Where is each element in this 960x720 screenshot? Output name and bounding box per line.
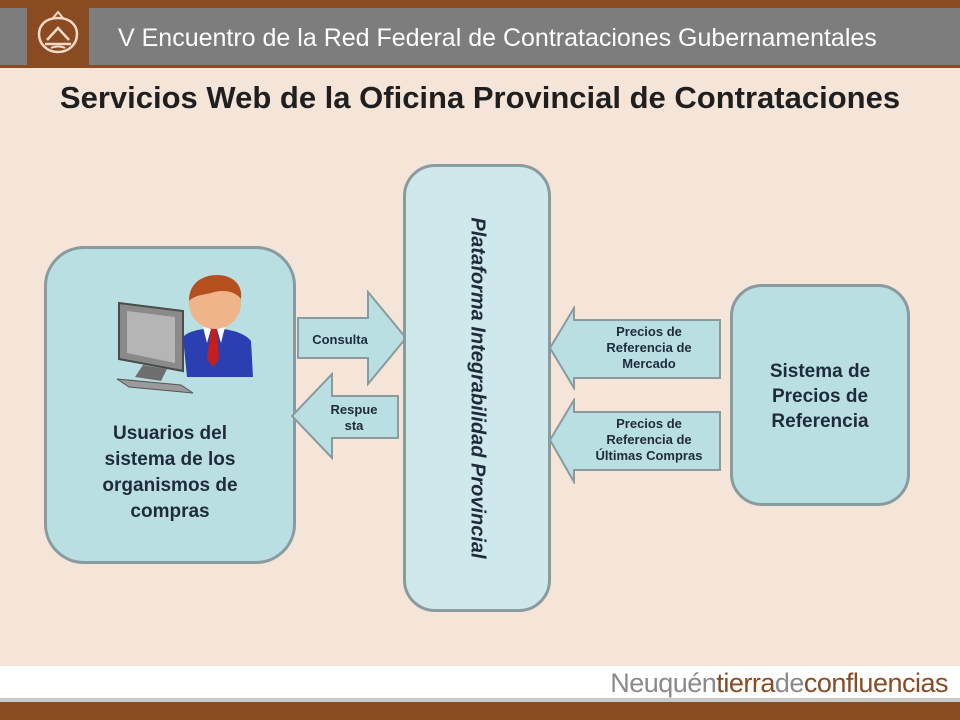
respuesta-label-line: Respue	[330, 402, 378, 417]
respuesta-label	[326, 402, 382, 434]
footer-bar	[0, 698, 960, 720]
mercado-label	[578, 324, 720, 372]
users-label	[47, 421, 293, 525]
mercado-label-line: Referencia de	[606, 340, 692, 355]
event-title: V Encuentro de la Red Federal de Contrataciones Gubernamentales	[118, 24, 877, 52]
ultimas-compras-label	[578, 416, 720, 464]
sistema-label	[733, 359, 907, 434]
users-label-line: compras	[130, 501, 210, 522]
brand-logo	[610, 668, 948, 699]
respuesta-label-line: sta	[344, 418, 364, 433]
header-bar	[0, 0, 960, 68]
logo	[27, 0, 89, 66]
ultimas-compras-label-line: Precios de	[616, 416, 682, 431]
header-stripe	[0, 0, 960, 8]
consulta-label: Consulta	[312, 332, 368, 347]
brand-part-confluencias: confluencias	[803, 668, 948, 698]
page-title: Servicios Web de la Oficina Provincial de Contrataciones	[59, 80, 901, 115]
sistema-label-line: Precios de	[771, 386, 869, 407]
ultimas-compras-label-line: Últimas Compras	[595, 448, 703, 463]
sistema-label-line: Referencia	[771, 411, 869, 432]
platform-label: Plataforma Integrabilidad Provincial	[466, 217, 489, 559]
mercado-label-line: Mercado	[622, 356, 676, 371]
brand-part-de: de	[774, 668, 804, 698]
users-box	[44, 246, 296, 564]
users-label-line: organismos de	[102, 475, 238, 496]
brand-part-tierra: tierra	[716, 668, 775, 698]
platform-box	[403, 164, 551, 612]
ultimas-compras-label-line: Referencia de	[606, 432, 692, 447]
sistema-label-line: Sistema de	[769, 361, 871, 382]
users-label-line: sistema de los	[104, 449, 236, 470]
brand-part-neuquen: Neuquén	[610, 668, 717, 698]
mercado-label-line: Precios de	[616, 324, 682, 339]
sistema-box	[730, 284, 910, 506]
user-at-computer-icon	[107, 267, 257, 397]
provincial-seal-icon	[33, 10, 83, 56]
users-label-line: Usuarios del	[112, 423, 228, 444]
